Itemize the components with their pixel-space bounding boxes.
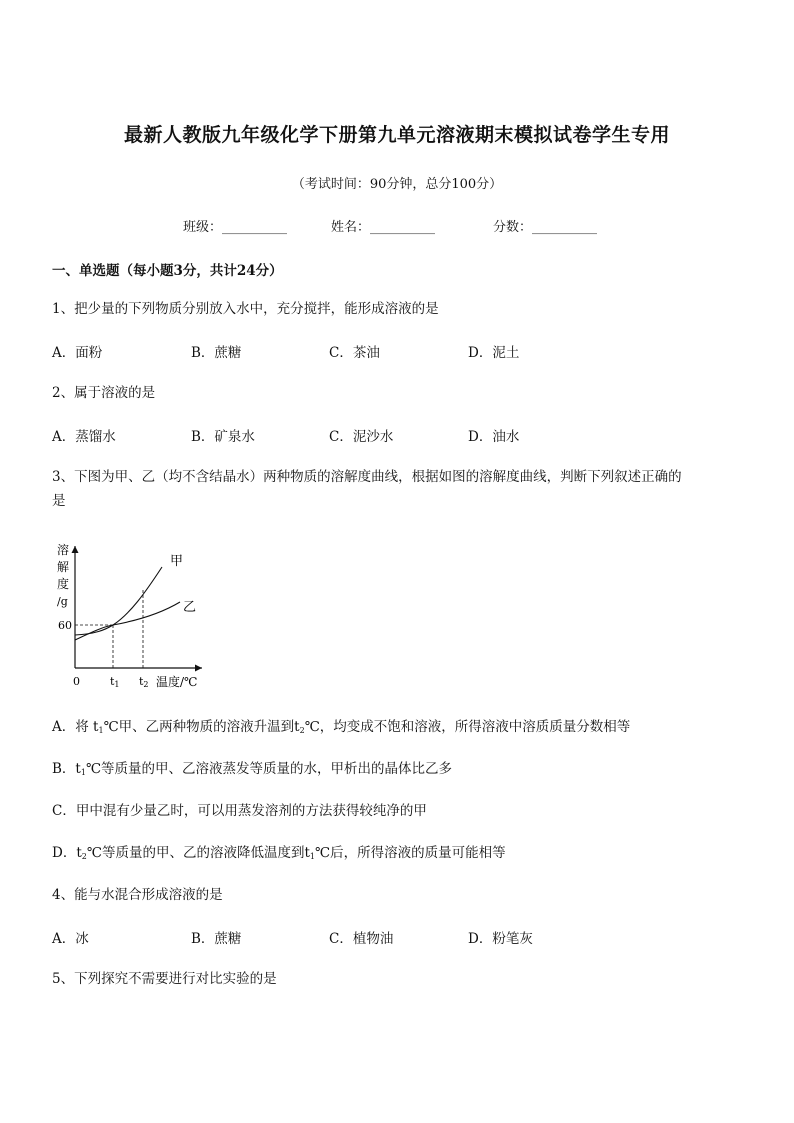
question-2-stem: 2、属于溶液的是 [52, 385, 156, 401]
chart-ylabel-char-3: 度 [57, 577, 70, 591]
q3-option-b: B．$t_1℃$等质量的甲、乙溶液蒸发等质量的水，甲析出的晶体比乙多 [52, 761, 453, 777]
chart-series-yi-label: 乙 [183, 600, 197, 615]
chart-series-jia-label: 甲 [170, 554, 184, 569]
q1-option-a: A．面粉 [52, 345, 103, 361]
q3-stem-line-2: 是 [52, 493, 66, 509]
solubility-chart [50, 538, 220, 693]
q2-option-d: D．油水 [468, 429, 520, 445]
chart-ylabel-char-1: 溶 [57, 543, 70, 557]
score-blank: __________ [532, 220, 598, 235]
chart-ylabel-char-2: 解 [57, 560, 70, 574]
q1-option-d: D．泥土 [468, 345, 520, 361]
chart-y-marker-label: 60 [58, 619, 72, 632]
chart-xlabel: 温度/℃ [156, 675, 198, 689]
q4-option-a: A．冰 [52, 931, 89, 947]
q3-option-c: C．甲中混有少量乙时，可以用蒸发溶剂的方法获得较纯净的甲 [52, 803, 427, 819]
q3-option-d: D．$t_2℃$等质量的甲、乙的溶液降低温度到$t_1℃$后，所得溶液的质量可能相等 [52, 845, 506, 861]
q1-option-c: C．茶油 [329, 345, 380, 361]
chart-origin-label: 0 [73, 675, 80, 688]
q3-option-a: A．将 $t_1℃$甲、乙两种物质的溶液升温到$t_2℃$，均变成不饱和溶液，所得溶液中溶质质量分数相等 [52, 719, 631, 735]
q2-option-c: C．泥沙水 [329, 429, 394, 445]
exam-info: （考试时间：90分钟，总分100分） [291, 177, 503, 192]
chart-series-jia [75, 567, 162, 635]
question-3-stem [52, 465, 752, 513]
score-field [493, 216, 597, 235]
section-heading: 一、单选题（每小题3分，共计24分） [52, 263, 283, 279]
name-blank: __________ [370, 220, 436, 235]
page-title: 最新人教版九年级化学下册第九单元溶液期末模拟试卷学生专用 [123, 124, 670, 146]
question-5-stem: 5、下列探究不需要进行对比实验的是 [52, 971, 277, 987]
q4-option-c: C．植物油 [329, 931, 394, 947]
q4-option-d: D．粉笔灰 [468, 931, 533, 947]
question-4-stem: 4、能与水混合形成溶液的是 [52, 887, 223, 903]
name-field [331, 216, 435, 235]
q2-option-a: A．蒸馏水 [52, 429, 116, 445]
class-label: 班级： [183, 220, 223, 235]
chart-ylabel-char-4: /g [57, 595, 68, 608]
q1-option-b: B．蔗糖 [191, 345, 242, 361]
chart-series-yi [75, 602, 180, 640]
question-1-stem: 1、把少量的下列物质分别放入水中，充分搅拌，能形成溶液的是 [52, 301, 439, 317]
chart-tick-t2: t2 [139, 675, 149, 689]
class-field [183, 216, 287, 235]
score-label: 分数： [493, 220, 533, 235]
q4-option-b: B．蔗糖 [191, 931, 242, 947]
class-blank: __________ [222, 220, 288, 235]
q3-stem-line-1: 3、下图为甲、乙（均不含结晶水）两种物质的溶解度曲线，根据如图的溶解度曲线，判断下列叙述正确的 [52, 469, 682, 485]
name-label: 姓名： [331, 220, 371, 235]
chart-tick-t1: t1 [110, 675, 120, 689]
q2-option-b: B．矿泉水 [191, 429, 255, 445]
